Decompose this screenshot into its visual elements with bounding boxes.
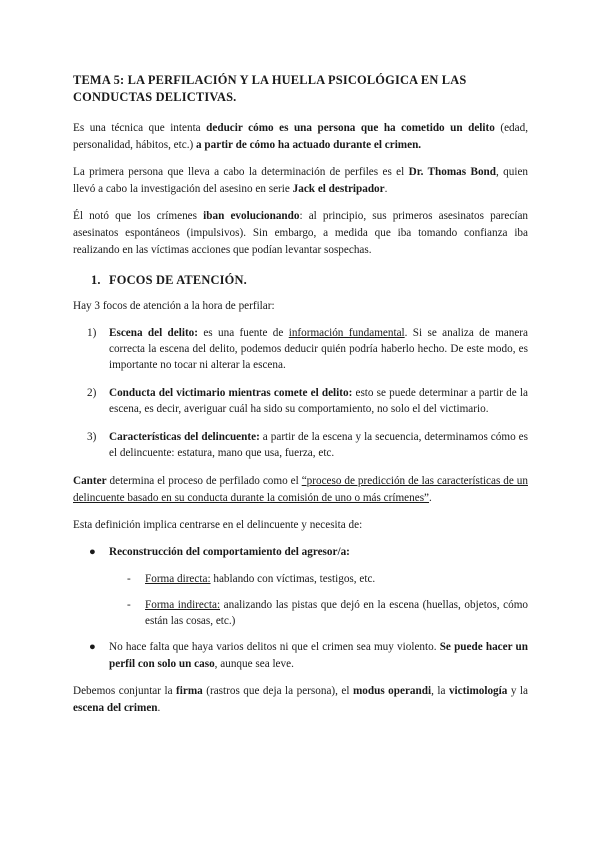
section-heading (91, 273, 528, 288)
list-number: 2) (87, 387, 97, 399)
text: , la (431, 685, 449, 697)
text: : al principio, sus primeros asesinatos parecían asesinatos espontáneos (impulsivos). Sin embargo, a medida que iba tomando confianza iba realizando en las víctimas acciones que podían levantar sospechas. (73, 210, 529, 256)
text: . (429, 492, 432, 504)
underlined-text: información fundamental (288, 327, 405, 339)
paragraph-bond (73, 164, 528, 198)
bold-text: Escena del delito: (109, 327, 198, 339)
dash-icon: - (127, 599, 131, 611)
bold-text: Se puede hacer un perfil con solo un caso (109, 641, 528, 670)
bullet-item (73, 544, 528, 561)
list-number: 3) (87, 431, 97, 443)
bullet-item (73, 639, 528, 673)
bold-text: Reconstrucción del comportamiento del agresor/a: (109, 546, 350, 558)
text: . (384, 183, 388, 195)
bold-text: deducir cómo es una persona que ha cometido un delito (206, 122, 495, 134)
paragraph-definition-needs: Esta definición implica centrarse en el delincuente y necesita de: (73, 519, 363, 531)
focos-list (73, 325, 528, 461)
list-item (73, 385, 528, 417)
underlined-quote: “proceso de predicción de las características de un delincuente basado en su conducta durante la comisión de uno o más crímenes” (73, 475, 528, 504)
text: Él notó que los crímenes (73, 210, 204, 222)
sub-item (73, 597, 528, 629)
bold-text: Conducta del victimario mientras comete el delito: (109, 387, 353, 399)
section-title: FOCOS DE ATENCIÓN. (109, 273, 247, 287)
bullet-icon: ● (89, 546, 96, 558)
bullet-icon: ● (89, 641, 96, 653)
list-number: 1) (87, 327, 97, 339)
bold-text: Dr. Thomas Bond (408, 166, 496, 178)
list-item (73, 429, 528, 461)
list-item (73, 325, 528, 373)
bold-text: Jack el destripador (292, 183, 385, 195)
paragraph-conclusion (73, 683, 528, 717)
text: a partir de la escena y la secuencia, determinamos cómo es el delincuente: estatura, mano que usa, fuerza, etc. (109, 431, 528, 459)
paragraph-canter (73, 473, 528, 507)
underlined-text: Forma directa: (145, 573, 211, 585)
text: analizando las pistas que dejó en la escena (huellas, objetos, cómo están las cosas, etc.) (145, 599, 528, 627)
bold-text: Características del delincuente: (109, 431, 260, 443)
text: esto se puede determinar a partir de la escena, es decir, averiguar cuál ha sido su comportamiento, no solo el del victimario. (109, 387, 528, 415)
text: Debemos conjuntar la (73, 685, 177, 697)
sub-item (73, 571, 528, 587)
paragraph-definition (73, 120, 528, 154)
text: (rastros que deja la persona), el (202, 685, 353, 697)
text: . Si se analiza de manera correcta la escena del delito, podemos deducir quién podría haberlo hecho. De este modo, es importante no tocar ni alterar la escena. (109, 327, 528, 371)
bold-text: modus operandi (352, 685, 432, 697)
text: es una fuente de (198, 327, 289, 339)
paragraph-intro: Hay 3 focos de atención a la hora de perfilar: (73, 300, 275, 312)
bold-text: Canter (73, 475, 107, 487)
text: y la (507, 685, 529, 697)
text: Es una técnica que intenta (73, 122, 207, 134)
text: hablando con víctimas, testigos, etc. (210, 573, 376, 585)
paragraph-evolution (73, 208, 528, 259)
document-page (73, 72, 528, 727)
underlined-text: Forma indirecta: (145, 599, 221, 611)
text: , quien llevó a cabo la investigación del asesino en serie (73, 166, 529, 195)
bold-text: iban evolucionando (203, 210, 300, 222)
section-number: 1. (91, 273, 101, 287)
dash-icon: - (127, 573, 131, 585)
text: determina el proceso de perfilado como el (106, 475, 302, 487)
bold-text: escena del crimen (73, 702, 158, 714)
text: (edad, personalidad, hábitos, etc.) (73, 122, 528, 151)
bold-text: victimología (448, 685, 508, 697)
text: , aunque sea leve. (214, 658, 294, 670)
text: La primera persona que lleva a cabo la determinación de perfiles es el (73, 166, 409, 178)
text: No hace falta que haya varios delitos ni que el crimen sea muy violento. (109, 641, 440, 653)
document-title: TEMA 5: LA PERFILACIÓN Y LA HUELLA PSICOLÓGICA EN LAS CONDUCTAS DELICTIVAS. (73, 73, 467, 104)
bold-text: a partir de cómo ha actuado durante el crimen. (196, 139, 422, 151)
text: . (157, 702, 161, 714)
bold-text: firma (176, 685, 203, 697)
